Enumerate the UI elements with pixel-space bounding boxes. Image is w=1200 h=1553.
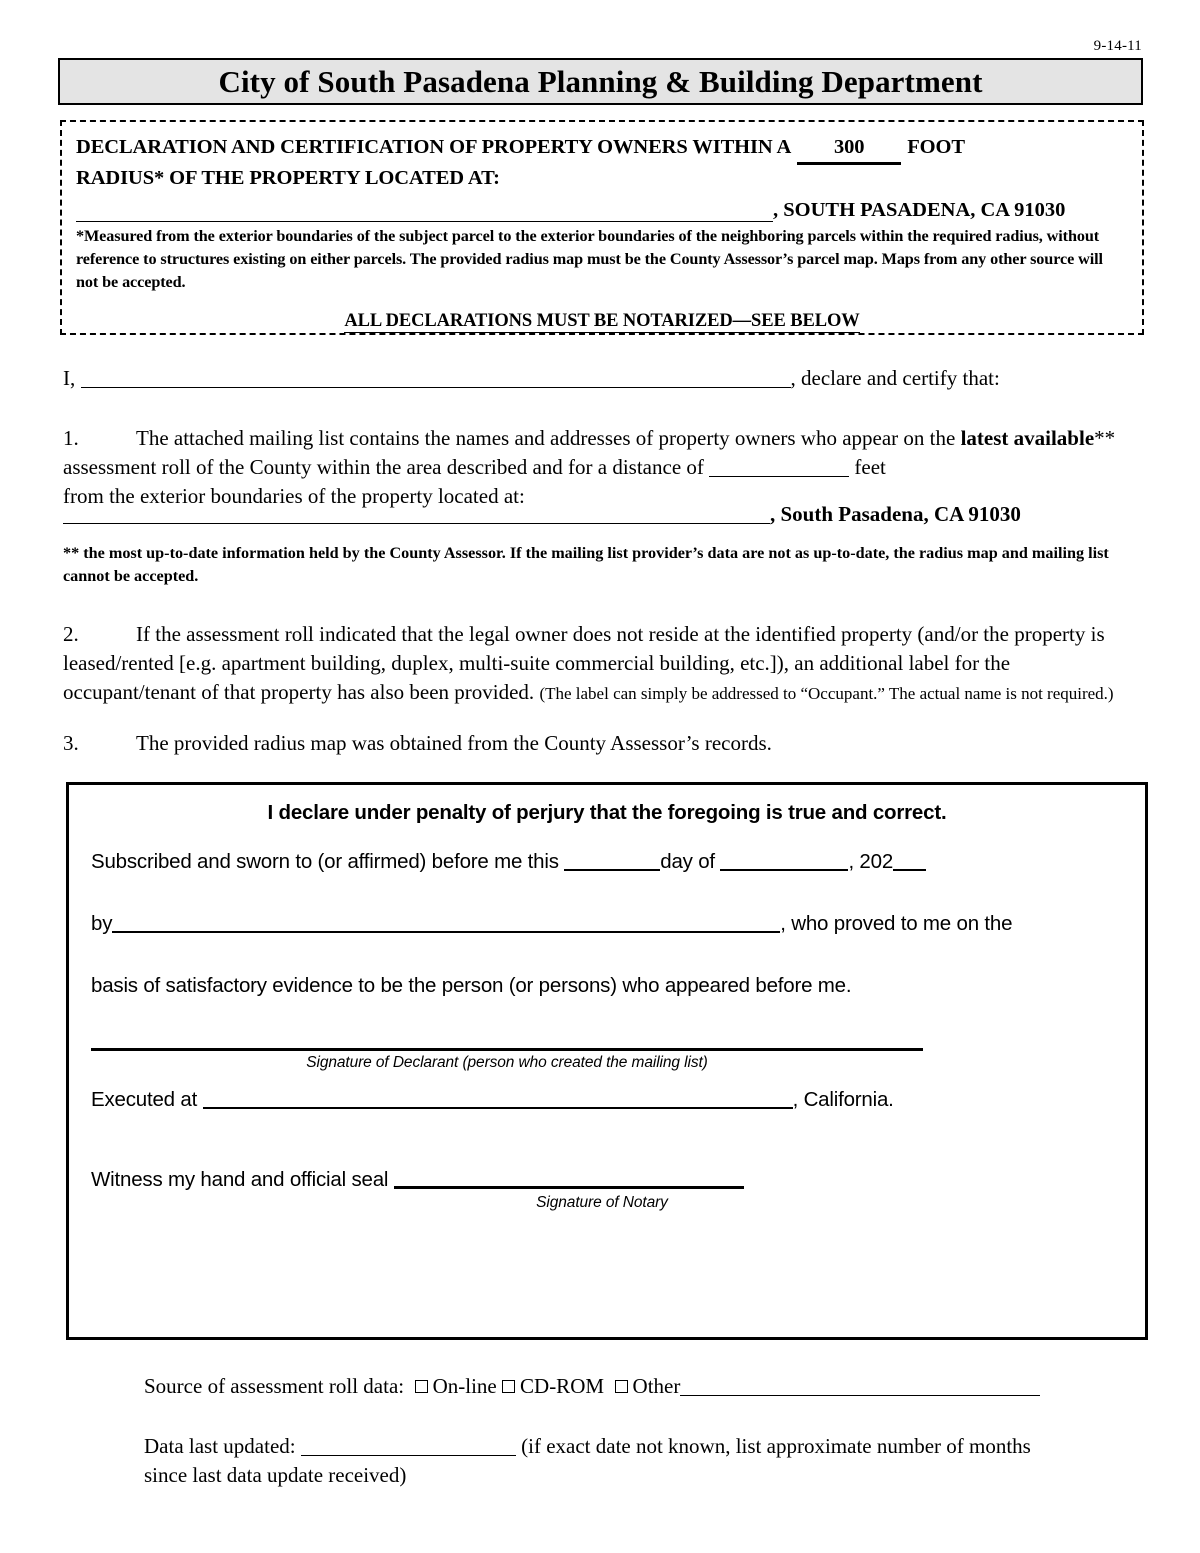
month-input[interactable] <box>720 850 848 871</box>
paragraph-1-address-input[interactable] <box>63 503 770 524</box>
paragraph-1-text-a: The attached mailing list contains the names and addresses of property owners who appear on the <box>136 426 961 450</box>
declaration-heading-part1: DECLARATION AND CERTIFICATION OF PROPERTY OWNERS WITHIN A <box>76 136 792 158</box>
data-updated-note-a: (if exact date not known, list approximate number of months <box>521 1434 1031 1458</box>
proved-by-line <box>91 912 1123 936</box>
paragraph-2-number: 2. <box>63 622 79 646</box>
paragraph-1-bold-latest-available: latest available <box>960 426 1095 450</box>
declaration-heading-line2: RADIUS* OF THE PROPERTY LOCATED AT: <box>76 167 500 190</box>
declaration-heading <box>76 134 1128 192</box>
by-suffix: , who proved to me on the <box>780 912 1013 935</box>
declarant-signature-rule[interactable] <box>91 1048 923 1051</box>
notary-acknowledgment-box <box>66 782 1148 1340</box>
declaration-box <box>60 120 1144 335</box>
checkbox-online-icon[interactable] <box>415 1380 428 1393</box>
declaration-address-suffix: , SOUTH PASADENA, CA 91030 <box>773 199 1066 222</box>
perjury-declaration-title: I declare under penalty of perjury that the foregoing is true and correct. <box>267 801 947 824</box>
data-updated-label: Data last updated: <box>144 1434 296 1458</box>
paragraph-3-number: 3. <box>63 731 79 755</box>
option-other-label: Other <box>632 1374 681 1398</box>
paragraph-3 <box>63 729 1143 758</box>
paragraph-1-text-d: feet <box>854 454 886 479</box>
witness-seal-line <box>91 1167 1123 1192</box>
paragraph-1 <box>63 424 1143 510</box>
paragraph-2-text: If the assessment roll indicated that the legal owner does not reside at the identified property (and/or the property is leased/rented [e.g. apartment building, duplex, multi-suite commercial building, etc.]), an additional label for the occupant/tenant of that property has also been provided. <box>63 622 1105 704</box>
notarization-notice <box>76 311 1128 332</box>
source-of-data-row <box>144 1372 1144 1401</box>
paragraph-2 <box>63 620 1143 706</box>
double-asterisk-note: ** the most up-to-date information held by the County Assessor. If the mailing list provider’s data are not as up-to-date, the radius map and mailing list cannot be accepted. <box>63 544 1109 585</box>
checkbox-other-icon[interactable] <box>615 1380 628 1393</box>
data-last-updated-row <box>144 1432 1144 1490</box>
declarant-line <box>63 364 1143 393</box>
declarant-signature-caption: Signature of Declarant (person who created the mailing list) <box>306 1054 708 1071</box>
paragraph-3-text: The provided radius map was obtained from the County Assessor’s records. <box>136 731 772 755</box>
option-cdrom-label: CD-ROM <box>520 1374 605 1398</box>
source-label: Source of assessment roll data: <box>144 1374 405 1398</box>
declarant-name-input[interactable] <box>81 367 791 388</box>
radius-footnote: *Measured from the exterior boundaries of the subject parcel to the exterior boundaries of the neighboring parcels within the required radius, without reference to structures existing on either parcels. The provided radius map must be the County Assessor’s parcel map. Maps from any other source will not be accepted. <box>76 227 1103 292</box>
executed-label: Executed at <box>91 1088 198 1111</box>
executed-at-line <box>91 1088 1123 1112</box>
executed-suffix: , California. <box>792 1088 894 1111</box>
paragraph-1-address-suffix: , South Pasadena, CA 91030 <box>770 502 1021 526</box>
option-online-label: On-line <box>432 1374 497 1398</box>
declaration-address-row <box>76 199 1128 222</box>
radius-distance-field[interactable]: 300 <box>797 134 901 165</box>
subscribed-text-a: Subscribed and sworn to (or affirmed) before me this <box>91 850 559 873</box>
source-other-input[interactable] <box>680 1375 1040 1396</box>
revision-date-stamp: 9-14-11 <box>1093 38 1142 54</box>
page-title: City of South Pasadena Planning & Building Department <box>218 63 983 99</box>
notary-signature-input[interactable] <box>394 1167 744 1189</box>
checkbox-cdrom-icon[interactable] <box>502 1380 515 1393</box>
declarant-prefix: I, <box>63 366 76 390</box>
data-updated-input[interactable] <box>301 1435 516 1456</box>
data-updated-note-b: since last data update received) <box>144 1462 407 1487</box>
notary-signature-caption: Signature of Notary <box>536 1194 668 1211</box>
subscribed-text-c: , 202 <box>848 850 894 873</box>
paragraph-1-text-c: ** assessment roll of the County within the area described and for a distance of <box>63 426 1116 479</box>
paragraph-1-number: 1. <box>63 426 79 450</box>
department-header-banner <box>58 58 1143 105</box>
paragraph-1-address-row <box>63 500 1143 529</box>
notarization-notice-text: ALL DECLARATIONS MUST BE NOTARIZED—SEE BELOW <box>344 311 860 332</box>
paragraph-2-parenthetical: (The label can simply be addressed to “Occupant.” The actual name is not required.) <box>539 683 1114 703</box>
proved-person-name-input[interactable] <box>112 912 780 933</box>
by-label: by <box>91 912 113 935</box>
property-address-input[interactable] <box>76 200 773 222</box>
declaration-heading-part2: FOOT <box>907 136 965 158</box>
subscribed-text-b: day of <box>660 850 715 873</box>
subscribed-sworn-line <box>91 850 1123 874</box>
day-input[interactable] <box>564 850 660 871</box>
declarant-suffix: , declare and certify that: <box>790 366 1000 390</box>
year-input[interactable] <box>893 850 926 871</box>
distance-feet-input[interactable] <box>709 456 849 477</box>
executed-location-input[interactable] <box>203 1088 793 1109</box>
paragraph-1-text-e: from the exterior boundaries of the property located at: <box>63 483 525 508</box>
basis-of-evidence-line: basis of satisfactory evidence to be the person (or persons) who appeared before me. <box>91 974 852 997</box>
witness-label: Witness my hand and official seal <box>91 1168 389 1191</box>
